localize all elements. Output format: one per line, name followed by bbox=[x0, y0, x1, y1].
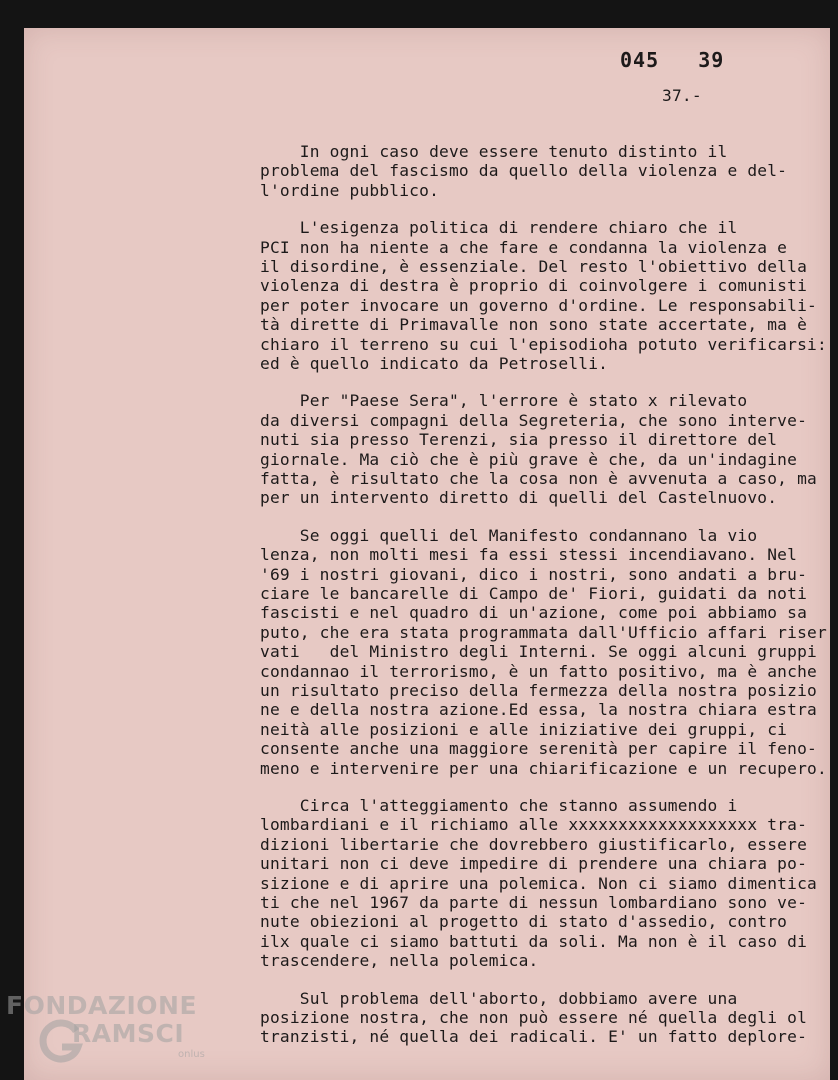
typed-line: ciare le bancarelle di Campo de' Fiori, guidati da noti bbox=[260, 584, 808, 603]
typed-line: problema del fascismo da quello della violenza e del- bbox=[260, 161, 788, 181]
typed-line: neità alle posizioni e alle iniziative dei gruppi, ci bbox=[260, 719, 788, 739]
typed-line: tranzisti, né quella dei radicali. E' un fatto deplore- bbox=[260, 1027, 808, 1047]
typed-line: unitari non ci deve impedire di prendere una chiara po- bbox=[260, 854, 808, 874]
typed-line: violenza di destra è proprio di coinvolgere i comunisti bbox=[260, 276, 808, 296]
typed-line: il disordine, è essenziale. Del resto l'obiettivo della bbox=[260, 257, 808, 276]
typed-line: fatta, è risultato che la cosa non è avvenuta a caso, ma bbox=[260, 469, 817, 488]
page-number: 37.- bbox=[662, 86, 702, 105]
typed-line: lombardiani e il richiamo alle xxxxxxxxxxxxxxxxxxx tra- bbox=[260, 815, 808, 835]
typed-line: Se oggi quelli del Manifesto condannano la vio bbox=[260, 525, 758, 545]
typed-line: vati del Ministro degli Interni. Se oggi alcuni gruppi bbox=[260, 642, 817, 662]
typed-line: un risultato preciso della fermezza della nostra posizio bbox=[260, 681, 817, 700]
typed-line: sizione e di aprire una polemica. Non ci siamo dimentica bbox=[260, 873, 817, 893]
watermark-line2: RAMSCI bbox=[72, 1019, 185, 1048]
typed-line: per poter invocare un governo d'ordine. Le responsabili- bbox=[260, 295, 817, 315]
typed-line: ilx quale ci siamo battuti da soli. Ma non è il caso di bbox=[260, 931, 808, 951]
archive-number: 045 39 bbox=[620, 48, 725, 72]
typed-line: dizioni libertarie che dovrebbero giustificarlo, essere bbox=[260, 834, 808, 854]
typed-line: '69 i nostri giovani, dico i nostri, sono andati a bru- bbox=[260, 564, 808, 584]
watermark-onlus: onlus bbox=[178, 1049, 205, 1060]
typed-line: condannao il terrorismo, è un fatto positivo, ma è anche bbox=[260, 661, 817, 681]
typed-line: In ogni caso deve essere tenuto distinto il bbox=[260, 142, 728, 161]
typed-line: chiaro il terreno su cui l'episodioha potuto verificarsi: bbox=[260, 334, 827, 354]
typed-line: Per "Paese Sera", l'errore è stato x rilevato bbox=[260, 391, 748, 411]
typed-line: Circa l'atteggiamento che stanno assumendo i bbox=[260, 796, 738, 815]
typed-line: nuti sia presso Terenzi, sia presso il direttore del bbox=[260, 430, 778, 450]
typed-line: ne e della nostra azione.Ed essa, la nostra chiara estra bbox=[260, 700, 817, 720]
typed-line: ed è quello indicato da Petroselli. bbox=[260, 354, 609, 373]
typed-line: ti che nel 1967 da parte di nessun lombardiano sono ve- bbox=[260, 893, 808, 912]
typed-line: fascisti e nel quadro di un'azione, come poi abbiamo sa bbox=[260, 603, 808, 623]
typed-line: giornale. Ma ciò che è più grave è che, da un'indagine bbox=[260, 449, 798, 469]
typed-line: per un intervento diretto di quelli del Castelnuovo. bbox=[260, 488, 778, 508]
typed-line: da diversi compagni della Segreteria, che sono interve- bbox=[260, 410, 808, 430]
watermark-line1: FONDAZIONE bbox=[6, 991, 198, 1020]
typed-line: consente anche una maggiore serenità per capire il feno- bbox=[260, 739, 817, 759]
typed-line: tà dirette di Primavalle non sono state accertate, ma è bbox=[260, 315, 808, 335]
typed-line: PCI non ha niente a che fare e condanna la violenza e bbox=[260, 237, 788, 257]
typed-line: trascendere, nella polemica. bbox=[260, 951, 539, 971]
typed-line: posizione nostra, che non può essere né quella degli ol bbox=[260, 1008, 808, 1027]
typed-line: puto, che era stata programmata dall'Ufficio affari riser bbox=[260, 622, 827, 642]
typed-line: meno e intervenire per una chiarificazione e un recupero. bbox=[260, 758, 827, 778]
document-page bbox=[24, 28, 830, 1080]
typed-line: nute obiezioni al progetto di stato d'assedio, contro bbox=[260, 912, 788, 932]
typed-line: l'ordine pubblico. bbox=[260, 180, 440, 200]
typed-line: Sul problema dell'aborto, dobbiamo avere una bbox=[260, 988, 738, 1008]
typed-line: L'esigenza politica di rendere chiaro che il bbox=[260, 218, 738, 238]
typed-line: lenza, non molti mesi fa essi stessi incendiavano. Nel bbox=[260, 545, 798, 565]
